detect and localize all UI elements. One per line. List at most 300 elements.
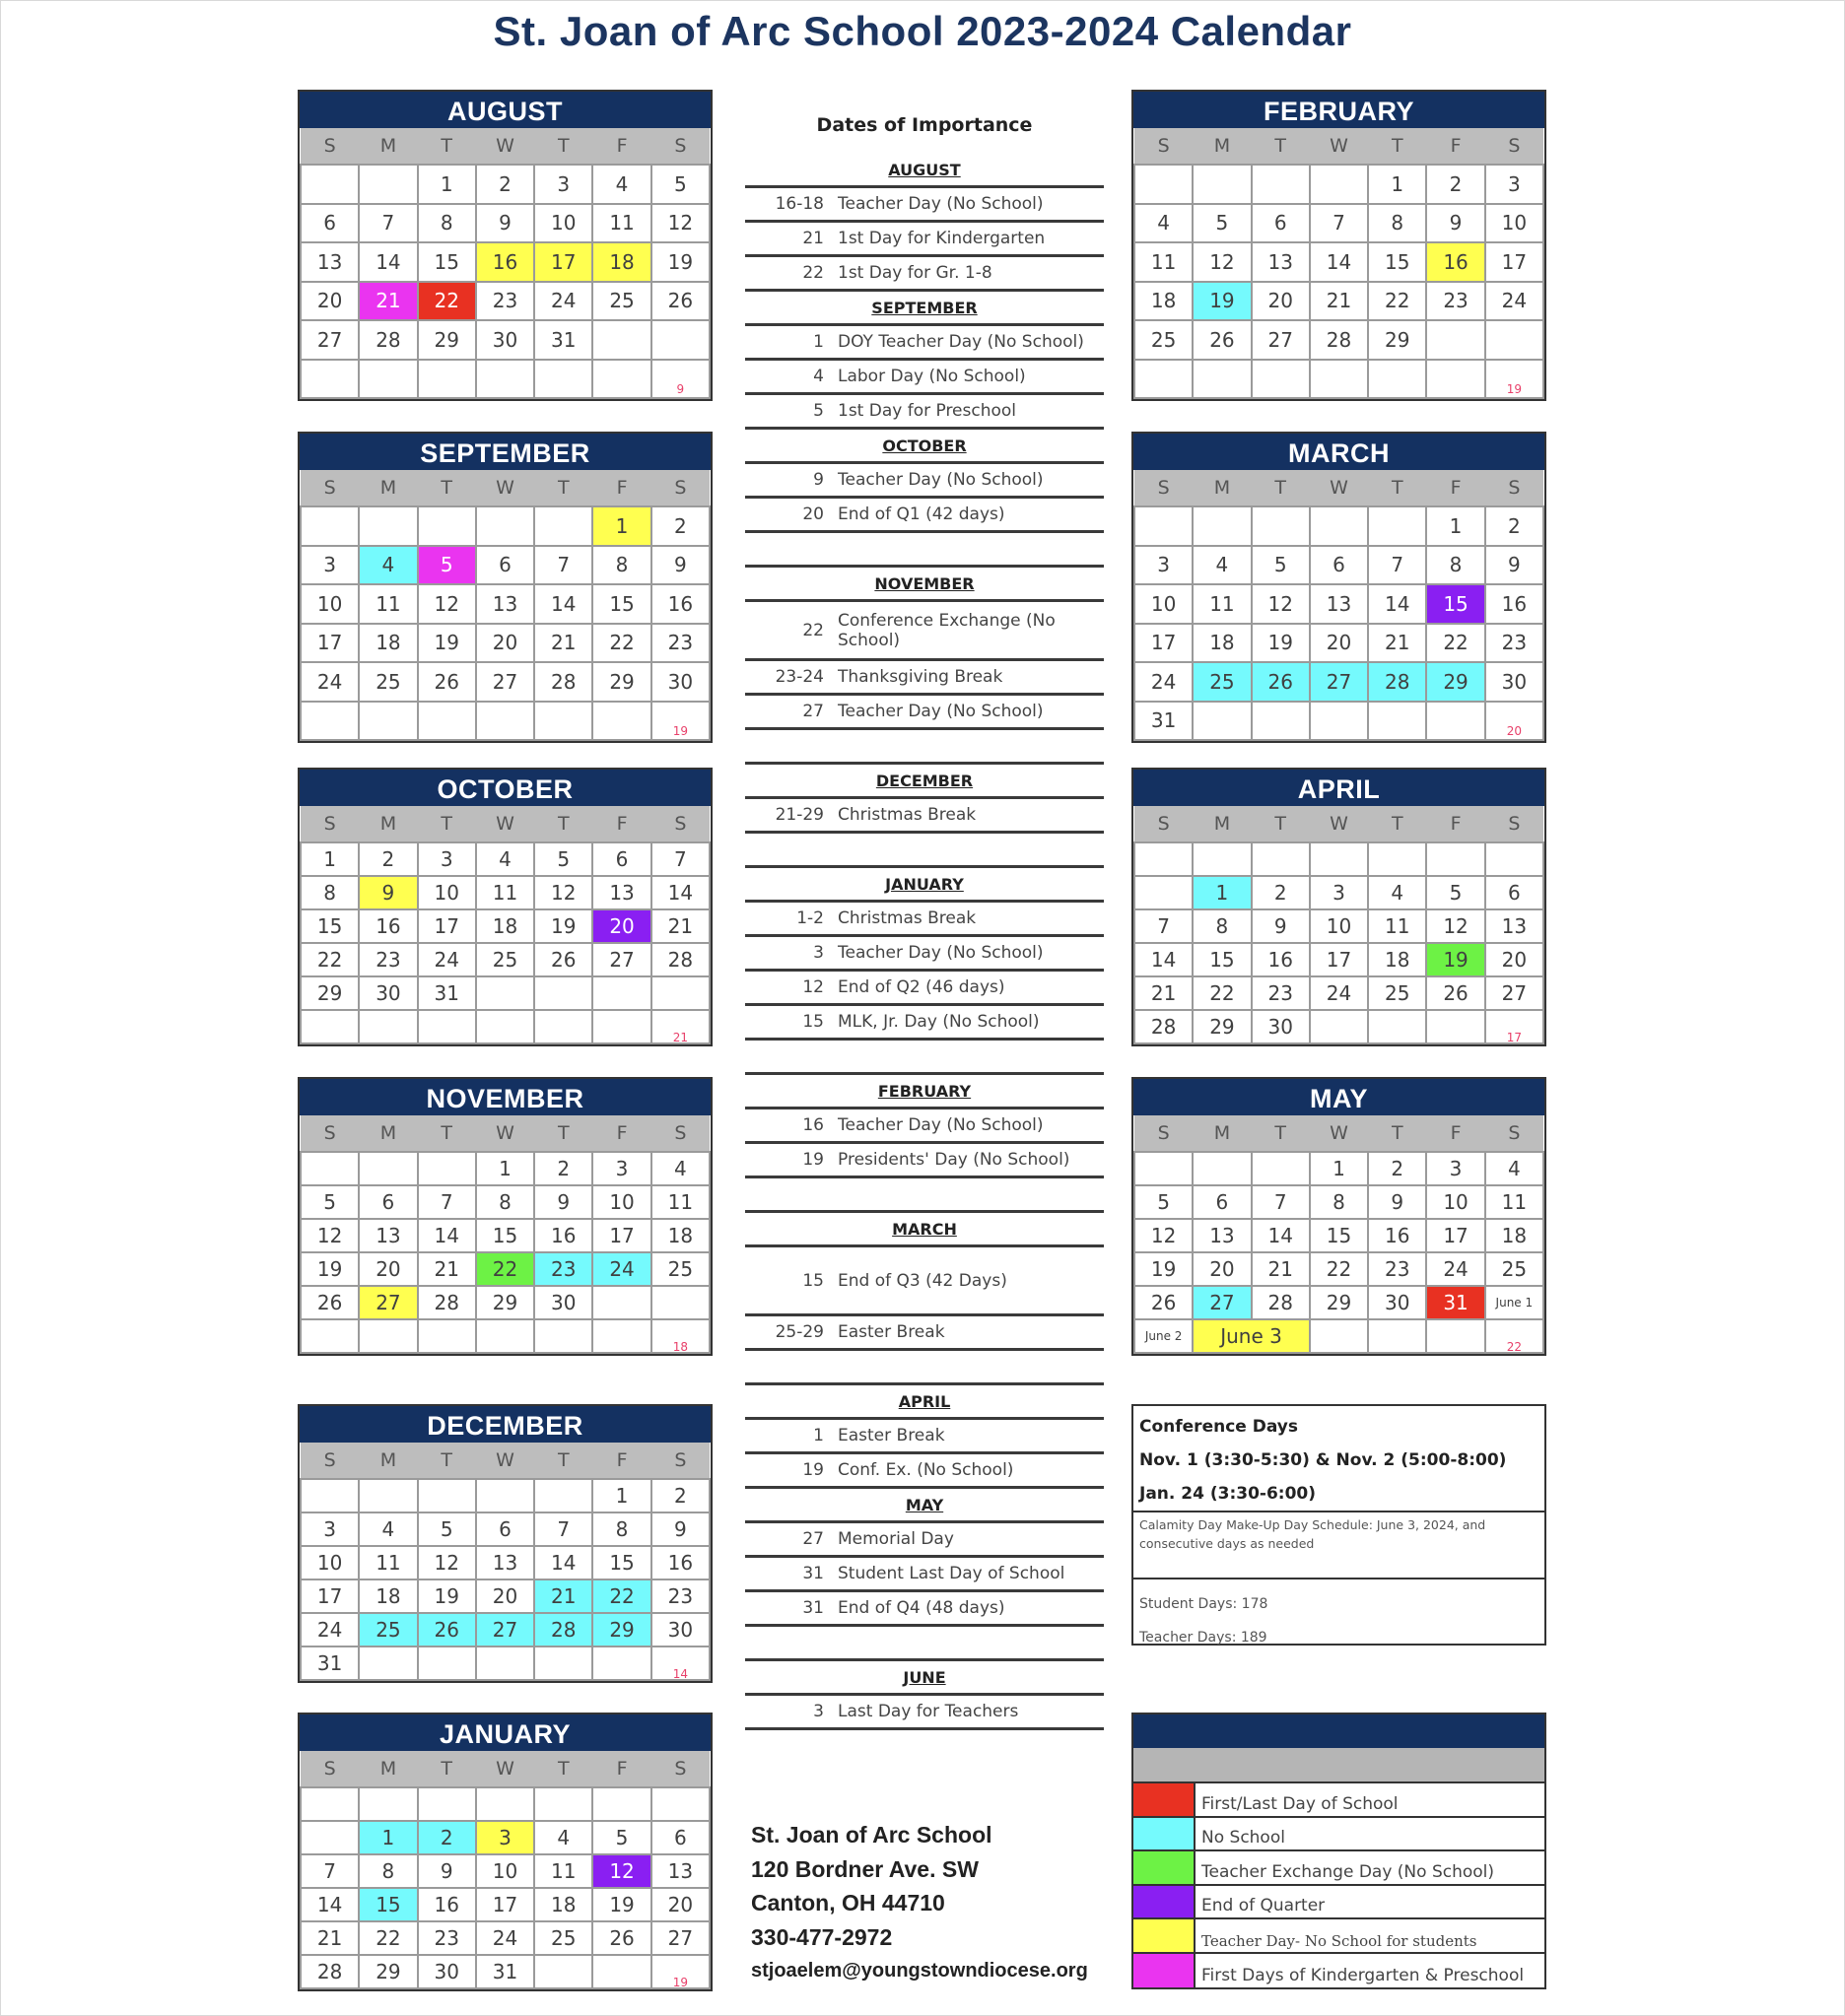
empty-cell [359,1479,417,1512]
legend-swatch [1133,1954,1196,1988]
empty-cell [1426,702,1484,741]
day-cell: 27 [476,662,534,702]
day-cell: 31 [1134,702,1193,741]
event-date: 31 [802,1598,824,1618]
day-cell: 1 [476,1152,534,1185]
day-cell: 28 [1252,1286,1310,1319]
dates-row [745,972,1104,1006]
event-description: Christmas Break [838,805,977,825]
weekday-header: S [1485,470,1543,506]
day-cell: 21 [1310,282,1368,321]
weekday-header: M [359,128,417,165]
day-cell: 15 [1193,943,1251,976]
day-cell: 26 [1134,1286,1193,1319]
school-address: 120 Bordner Ave. SW [751,1855,979,1882]
day-cell: 11 [1368,909,1426,943]
day-cell: 31 [476,1955,534,1988]
day-cell: 12 [534,876,592,909]
calendar-march [1131,432,1546,743]
dates-month-heading: FEBRUARY [745,1075,1104,1109]
empty-cell [592,320,650,360]
empty-cell [534,1646,592,1680]
day-cell: 2 [1426,165,1484,204]
empty-cell [418,360,476,399]
day-cell: 30 [476,320,534,360]
day-cell: 27 [476,1613,534,1646]
day-cell: 14 [1134,943,1193,976]
empty-cell [359,1319,417,1353]
day-cell: 8 [1426,546,1484,585]
day-cell: 4 [359,1512,417,1546]
day-cell: 2 [359,842,417,876]
day-cell: 14 [359,242,417,282]
day-cell: 14 [651,876,710,909]
day-cell: 16 [534,1219,592,1252]
event-date: 22 [802,263,824,283]
empty-cell [651,702,710,741]
day-cell: 15 [1426,584,1484,624]
day-cell: 10 [418,876,476,909]
day-cell: 19 [301,1252,359,1286]
dates-month-heading: JUNE [745,1661,1104,1696]
dates-row [745,1144,1104,1178]
day-cell: 2 [534,1152,592,1185]
dates-month-heading: JANUARY [745,868,1104,903]
weekday-header: M [1193,128,1251,165]
day-cell: 2 [1252,876,1310,909]
event-description: Teacher Day (No School) [838,702,1044,721]
day-cell: 10 [301,1546,359,1579]
legend-row [1133,1886,1544,1920]
day-cell: 5 [418,1512,476,1546]
day-cell: 5 [1193,204,1251,243]
day-cell: 16 [418,1888,476,1921]
empty-cell [301,165,359,204]
weekday-header: M [1193,1115,1251,1152]
dates-month-heading: SEPTEMBER [745,292,1104,326]
day-cell: 25 [651,1252,710,1286]
legend-row [1133,1851,1544,1886]
day-cell: 3 [592,1152,650,1185]
empty-cell [1252,1152,1310,1185]
weekday-header: T [1368,1115,1426,1152]
day-cell: 17 [1426,1219,1484,1252]
day-cell: 6 [1193,1185,1251,1219]
event-description: DOY Teacher Day (No School) [838,332,1084,352]
day-cell: 22 [1310,1252,1368,1286]
day-cell: 15 [592,584,650,624]
day-cell: 5 [1134,1185,1193,1219]
day-cell: 22 [592,624,650,663]
day-cell: 20 [1193,1252,1251,1286]
legend-swatch [1133,1919,1196,1952]
event-description: Teacher Day (No School) [838,194,1044,214]
weekday-header: W [1310,470,1368,506]
dates-row [745,661,1104,696]
day-cell: 23 [651,1579,710,1613]
empty-cell [1368,842,1426,876]
day-cell: 30 [359,976,417,1010]
day-cell: 7 [1252,1185,1310,1219]
weekday-header: T [534,1751,592,1787]
calendar-september [298,432,713,743]
day-cell: 30 [651,662,710,702]
dates-row [745,937,1104,972]
day-cell: 12 [1134,1219,1193,1252]
weekday-header: F [592,470,650,506]
day-cell: 17 [418,909,476,943]
dates-row [745,499,1104,533]
day-cell: 11 [359,1546,417,1579]
weekday-header: T [534,806,592,842]
day-cell: 18 [1485,1219,1543,1252]
dates-row [745,1006,1104,1041]
day-cell: 28 [651,943,710,976]
empty-cell [1252,702,1310,741]
day-cell: 23 [1368,1252,1426,1286]
empty-cell [476,1010,534,1043]
legend-label: Teacher Exchange Day (No School) [1201,1861,1495,1882]
day-cell: 28 [418,1286,476,1319]
legend-row [1133,1954,1544,1988]
day-cell: 19 [1193,282,1251,321]
empty-cell [1485,702,1543,741]
event-description: 1st Day for Gr. 1-8 [838,263,992,283]
day-cell: 1 [359,1821,417,1854]
day-cell: 6 [1252,204,1310,243]
school-day-count: 14 [672,1667,688,1681]
weekday-header: T [418,128,476,165]
empty-cell [418,1319,476,1353]
day-cell: 22 [359,1921,417,1955]
day-cell: 6 [301,204,359,243]
day-cell: 6 [476,546,534,585]
empty-cell [1134,506,1193,546]
day-cell: 19 [592,1888,650,1921]
dates-month-heading: MAY [745,1489,1104,1523]
day-cell: 6 [651,1821,710,1854]
empty-cell [418,1479,476,1512]
day-cell: 20 [359,1252,417,1286]
empty-cell [534,1787,592,1821]
day-cell: 25 [359,1613,417,1646]
conference-nov: Nov. 1 (3:30-5:30) & Nov. 2 (5:00-8:00) [1139,1450,1507,1470]
day-cell: 11 [1134,242,1193,282]
empty-cell [1193,842,1251,876]
day-cell: 1 [592,506,650,546]
day-cell: 9 [651,1512,710,1546]
weekday-header: F [1426,128,1484,165]
empty-cell [1368,1319,1426,1353]
day-cell: 23 [1252,976,1310,1010]
empty-cell [1134,842,1193,876]
conference-title: Conference Days [1139,1417,1298,1437]
day-cell: 12 [1252,584,1310,624]
day-cell: 27 [651,1921,710,1955]
day-cell: 16 [1368,1219,1426,1252]
day-cell: 15 [1368,242,1426,282]
event-description: Easter Break [838,1322,945,1342]
empty-cell [1134,360,1193,399]
day-cell: 19 [651,242,710,282]
empty-cell [418,1787,476,1821]
empty-cell [301,1787,359,1821]
day-cell: 1 [1426,506,1484,546]
empty-cell [418,1010,476,1043]
day-cell: 10 [1310,909,1368,943]
empty-cell [534,702,592,741]
day-cell: 17 [592,1219,650,1252]
day-cell: 11 [1193,584,1251,624]
weekday-header: W [476,806,534,842]
empty-cell [1426,1319,1484,1353]
day-cell: 15 [1310,1219,1368,1252]
empty-cell [418,506,476,546]
day-cell: 16 [476,242,534,282]
event-description: Last Day for Teachers [838,1702,1019,1721]
day-cell: 29 [301,976,359,1010]
day-cell: 7 [1368,546,1426,585]
day-cell: 24 [1426,1252,1484,1286]
student-days: Student Days: 178 [1139,1596,1268,1612]
day-cell: 26 [418,1613,476,1646]
empty-cell [476,1479,534,1512]
day-cell: 5 [534,842,592,876]
empty-cell [301,1152,359,1185]
weekday-header: M [359,1443,417,1479]
day-cell: 26 [301,1286,359,1319]
day-cell: 16 [651,584,710,624]
event-date: 12 [802,977,824,997]
day-cell: 27 [359,1286,417,1319]
weekday-header: F [592,128,650,165]
dates-row [745,1523,1104,1558]
day-cell: 9 [359,876,417,909]
day-cell: 24 [1485,282,1543,321]
school-day-count: 19 [672,1976,688,1989]
month-header: DECEMBER [300,1406,711,1443]
day-cell: 28 [1134,1010,1193,1043]
weekday-header: S [651,470,710,506]
day-cell: 6 [476,1512,534,1546]
school-day-count: 20 [1506,724,1522,739]
day-cell: 20 [1485,943,1543,976]
dates-blank-row [745,1351,1104,1385]
day-cell: 28 [534,1613,592,1646]
empty-cell [301,506,359,546]
month-header: MAY [1133,1079,1544,1115]
day-cell: 19 [1134,1252,1193,1286]
day-cell: 23 [476,282,534,321]
empty-cell [592,1286,650,1319]
month-header: NOVEMBER [300,1079,711,1115]
event-description: Teacher Day (No School) [838,470,1044,490]
empty-cell [592,1646,650,1680]
school-day-count: 19 [1506,382,1522,397]
day-cell: 13 [476,1546,534,1579]
day-cell: 26 [1426,976,1484,1010]
day-cell: 15 [418,242,476,282]
event-description: Presidents' Day (No School) [838,1150,1070,1170]
day-cell: 8 [592,1512,650,1546]
day-cell: 7 [534,546,592,585]
weekday-header: T [534,128,592,165]
school-day-count: 22 [1506,1340,1522,1354]
day-cell: 22 [476,1252,534,1286]
day-cell: 11 [1485,1185,1543,1219]
school-day-count: 21 [672,1031,688,1044]
empty-cell [592,1787,650,1821]
day-cell: 17 [476,1888,534,1921]
day-cell: 27 [1252,320,1310,360]
weekday-header: T [534,470,592,506]
empty-cell [1368,360,1426,399]
weekday-header: F [592,1443,650,1479]
day-cell: 25 [476,943,534,976]
day-cell: 6 [1485,876,1543,909]
month-header: AUGUST [300,92,711,128]
day-cell: 30 [1252,1010,1310,1043]
dates-row [745,395,1104,430]
day-cell: 23 [534,1252,592,1286]
day-cell: 30 [534,1286,592,1319]
dates-month-heading: OCTOBER [745,430,1104,464]
empty-cell [534,506,592,546]
legend-row [1133,1919,1544,1954]
day-cell: 15 [359,1888,417,1921]
dates-row [745,1109,1104,1144]
empty-cell [592,702,650,741]
day-cell: 23 [651,624,710,663]
event-description: 1st Day for Preschool [838,401,1017,421]
day-cell: 8 [1193,909,1251,943]
dates-blank-row [745,1178,1104,1213]
day-cell: 3 [1485,165,1543,204]
empty-cell [1193,702,1251,741]
weekday-header: T [1368,806,1426,842]
event-date: 3 [813,943,824,963]
day-cell: 4 [534,1821,592,1854]
legend-header [1133,1714,1544,1748]
dates-row [745,464,1104,499]
day-cell: 28 [359,320,417,360]
dates-row [745,1558,1104,1592]
weekday-header: F [592,806,650,842]
day-cell: 2 [1485,506,1543,546]
weekday-header: S [301,1751,359,1787]
day-cell: 16 [1485,584,1543,624]
month-header: SEPTEMBER [300,434,711,470]
day-cell: 29 [1426,662,1484,702]
empty-cell [592,360,650,399]
empty-cell [651,976,710,1010]
empty-cell [476,976,534,1010]
weekday-header: T [534,1115,592,1152]
day-cell: 11 [359,584,417,624]
empty-cell [1252,165,1310,204]
day-cell: 22 [418,282,476,321]
weekday-header: F [1426,806,1484,842]
day-cell: 5 [651,165,710,204]
empty-cell [1426,1010,1484,1043]
empty-cell [359,702,417,741]
day-cell: 10 [301,584,359,624]
conference-jan: Jan. 24 (3:30-6:00) [1139,1484,1317,1504]
day-cell: 5 [1426,876,1484,909]
weekday-header: F [1426,1115,1484,1152]
empty-cell [418,702,476,741]
empty-cell [651,360,710,399]
day-cell: 4 [592,165,650,204]
day-cell: 17 [1485,242,1543,282]
empty-cell [359,506,417,546]
day-cell: 21 [1368,624,1426,663]
event-date: 27 [802,1529,824,1549]
day-cell: 25 [359,662,417,702]
empty-cell [534,976,592,1010]
day-cell: 8 [359,1854,417,1888]
day-cell: 13 [1310,584,1368,624]
dates-row [745,1420,1104,1454]
day-cell: 29 [592,1613,650,1646]
legend-label: No School [1201,1828,1285,1848]
empty-cell [476,506,534,546]
day-cell: 18 [359,624,417,663]
dates-month-heading: DECEMBER [745,765,1104,799]
day-cell: 13 [476,584,534,624]
weekday-header: S [301,806,359,842]
dates-row [745,799,1104,834]
day-cell: 5 [301,1185,359,1219]
day-cell: 7 [651,842,710,876]
event-description: End of Q3 (42 Days) [838,1270,1007,1291]
day-cell: 21 [534,624,592,663]
day-cell: 27 [592,943,650,976]
weekday-header: W [1310,128,1368,165]
weekday-header: S [651,1443,710,1479]
day-cell: 8 [592,546,650,585]
empty-cell [301,360,359,399]
event-description: End of Q2 (46 days) [838,977,1005,997]
day-cell: 29 [418,320,476,360]
weekday-header: T [418,1115,476,1152]
empty-cell [534,1010,592,1043]
day-cell: 26 [1193,320,1251,360]
day-cell: 28 [301,1955,359,1988]
day-cell: 16 [359,909,417,943]
weekday-header: M [359,806,417,842]
event-description: Conf. Ex. (No School) [838,1460,1014,1480]
legend-row [1133,1818,1544,1852]
dates-blank-row [745,834,1104,868]
empty-cell [592,1319,650,1353]
event-date: 27 [802,702,824,721]
empty-cell [476,1646,534,1680]
weekday-header: T [534,1443,592,1479]
weekday-header: S [301,128,359,165]
day-cell: 10 [1485,204,1543,243]
day-cell: 27 [301,320,359,360]
day-cell: 25 [1193,662,1251,702]
day-cell: 21 [418,1252,476,1286]
empty-cell [534,1955,592,1988]
day-cell: 8 [1310,1185,1368,1219]
weekday-header: W [476,1751,534,1787]
day-cell: 12 [1193,242,1251,282]
day-cell: 13 [1485,909,1543,943]
day-cell: 27 [1310,662,1368,702]
day-cell: 12 [1426,909,1484,943]
